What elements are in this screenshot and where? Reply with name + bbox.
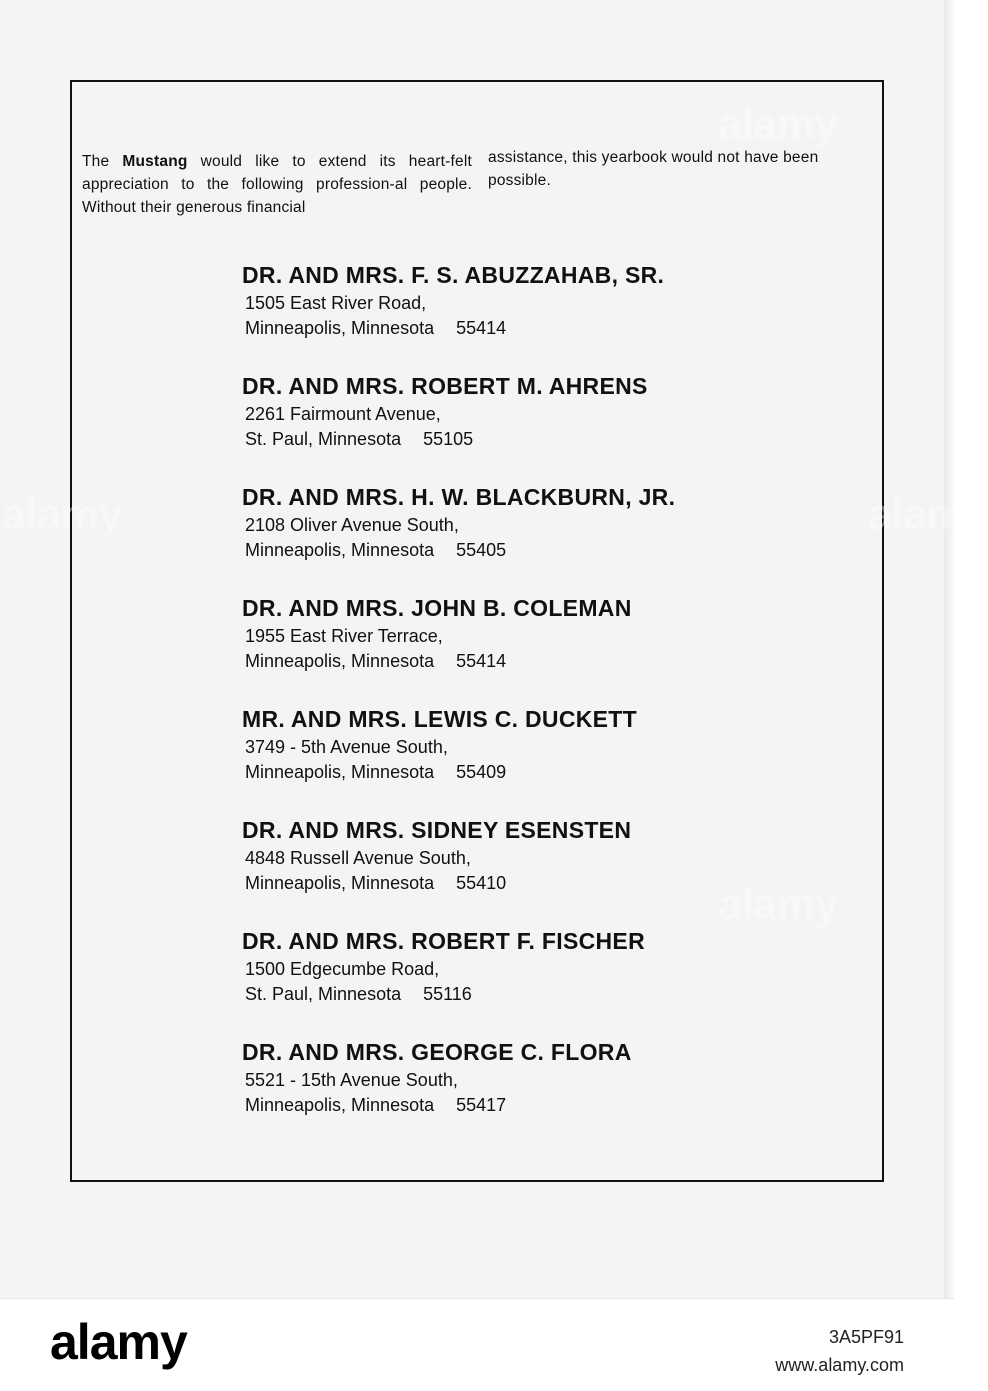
- sponsor-city-line: [242, 316, 862, 341]
- sponsor-name: DR. AND MRS. SIDNEY ESENSTEN: [242, 817, 632, 843]
- sponsor-name: MR. AND MRS. LEWIS C. DUCKETT: [242, 706, 637, 732]
- sponsor-name: DR. AND MRS. F. S. ABUZZAHAB, SR.: [242, 262, 665, 288]
- sponsor-city-line: [242, 982, 862, 1007]
- sponsor-entry: [242, 1036, 862, 1147]
- sponsor-address: 1500 Edgecumbe Road,: [245, 959, 440, 979]
- sponsor-city: Minneapolis, Minnesota: [245, 540, 435, 560]
- sponsor-zip: 55405: [456, 540, 507, 560]
- sponsor-entry: [242, 259, 862, 370]
- sponsor-city-line: [242, 427, 862, 452]
- sponsor-zip: 55410: [456, 873, 507, 893]
- sponsor-city: Minneapolis, Minnesota: [245, 873, 435, 893]
- sponsor-city-line: [242, 871, 862, 896]
- sponsor-address: 2108 Oliver Avenue South,: [245, 515, 459, 535]
- sponsor-name: DR. AND MRS. JOHN B. COLEMAN: [242, 595, 632, 621]
- sponsor-zip: 55414: [456, 318, 507, 338]
- sponsor-city: Minneapolis, Minnesota: [245, 651, 435, 671]
- sponsor-city: Minneapolis, Minnesota: [245, 1095, 435, 1115]
- sponsor-zip: 55116: [423, 984, 472, 1004]
- intro-brand: Mustang: [122, 153, 188, 170]
- sponsor-zip: 55417: [456, 1095, 507, 1115]
- sponsor-city: Minneapolis, Minnesota: [245, 318, 435, 338]
- sponsor-entry: [242, 481, 862, 592]
- page-edge: [944, 0, 954, 1298]
- watermark-logo: alamy: [718, 100, 838, 149]
- sponsor-address: 5521 - 15th Avenue South,: [245, 1070, 458, 1090]
- stock-footer: [0, 1298, 954, 1391]
- site-url: www.alamy.com: [775, 1355, 904, 1375]
- sponsor-address: 2261 Fairmount Avenue,: [245, 404, 441, 424]
- sponsor-address: 4848 Russell Avenue South,: [245, 848, 471, 868]
- sponsor-zip: 55105: [423, 429, 474, 449]
- sponsor-zip: 55409: [456, 762, 507, 782]
- sponsor-list: [242, 259, 862, 1147]
- sponsor-zip: 55414: [456, 651, 507, 671]
- sponsor-name: DR. AND MRS. GEORGE C. FLORA: [242, 1039, 632, 1065]
- watermark-logo: alamy: [2, 490, 122, 539]
- content-frame: [70, 80, 884, 1182]
- watermark-logo: alamy: [868, 490, 988, 539]
- sponsor-entry: [242, 814, 862, 925]
- sponsor-entry: [242, 592, 862, 703]
- watermark-logo: alamy: [718, 880, 838, 929]
- sponsor-city: St. Paul, Minnesota: [245, 984, 402, 1004]
- alamy-logo: alamy: [50, 1314, 187, 1370]
- sponsor-city-line: [242, 649, 862, 674]
- sponsor-name: DR. AND MRS. H. W. BLACKBURN, JR.: [242, 484, 676, 510]
- sponsor-address: 1955 East River Terrace,: [245, 626, 443, 646]
- image-id: 3A5PF91: [828, 1327, 904, 1347]
- sponsor-entry: [242, 370, 862, 481]
- sponsor-city-line: [242, 760, 862, 785]
- sponsor-name: DR. AND MRS. ROBERT M. AHRENS: [242, 373, 648, 399]
- sponsor-entry: [242, 703, 862, 814]
- sponsor-address: 3749 - 5th Avenue South,: [245, 737, 448, 757]
- intro-right-column: assistance, this yearbook would not have been possible.: [488, 149, 819, 189]
- intro-left-column: [82, 150, 472, 219]
- sponsor-address: 1505 East River Road,: [245, 293, 427, 313]
- image-id-block: [775, 1323, 904, 1379]
- intro-prefix: The: [82, 153, 123, 170]
- intro-left-text: would like to extend its heart-felt appreciation to the following profession-al people. Without their generous financial: [82, 153, 472, 216]
- sponsor-city-line: [242, 538, 862, 563]
- sponsor-city: St. Paul, Minnesota: [245, 429, 402, 449]
- sponsor-entry: [242, 925, 862, 1036]
- sponsor-name: DR. AND MRS. ROBERT F. FISCHER: [242, 928, 645, 954]
- sponsor-city: Minneapolis, Minnesota: [245, 762, 435, 782]
- sponsor-city-line: [242, 1093, 862, 1118]
